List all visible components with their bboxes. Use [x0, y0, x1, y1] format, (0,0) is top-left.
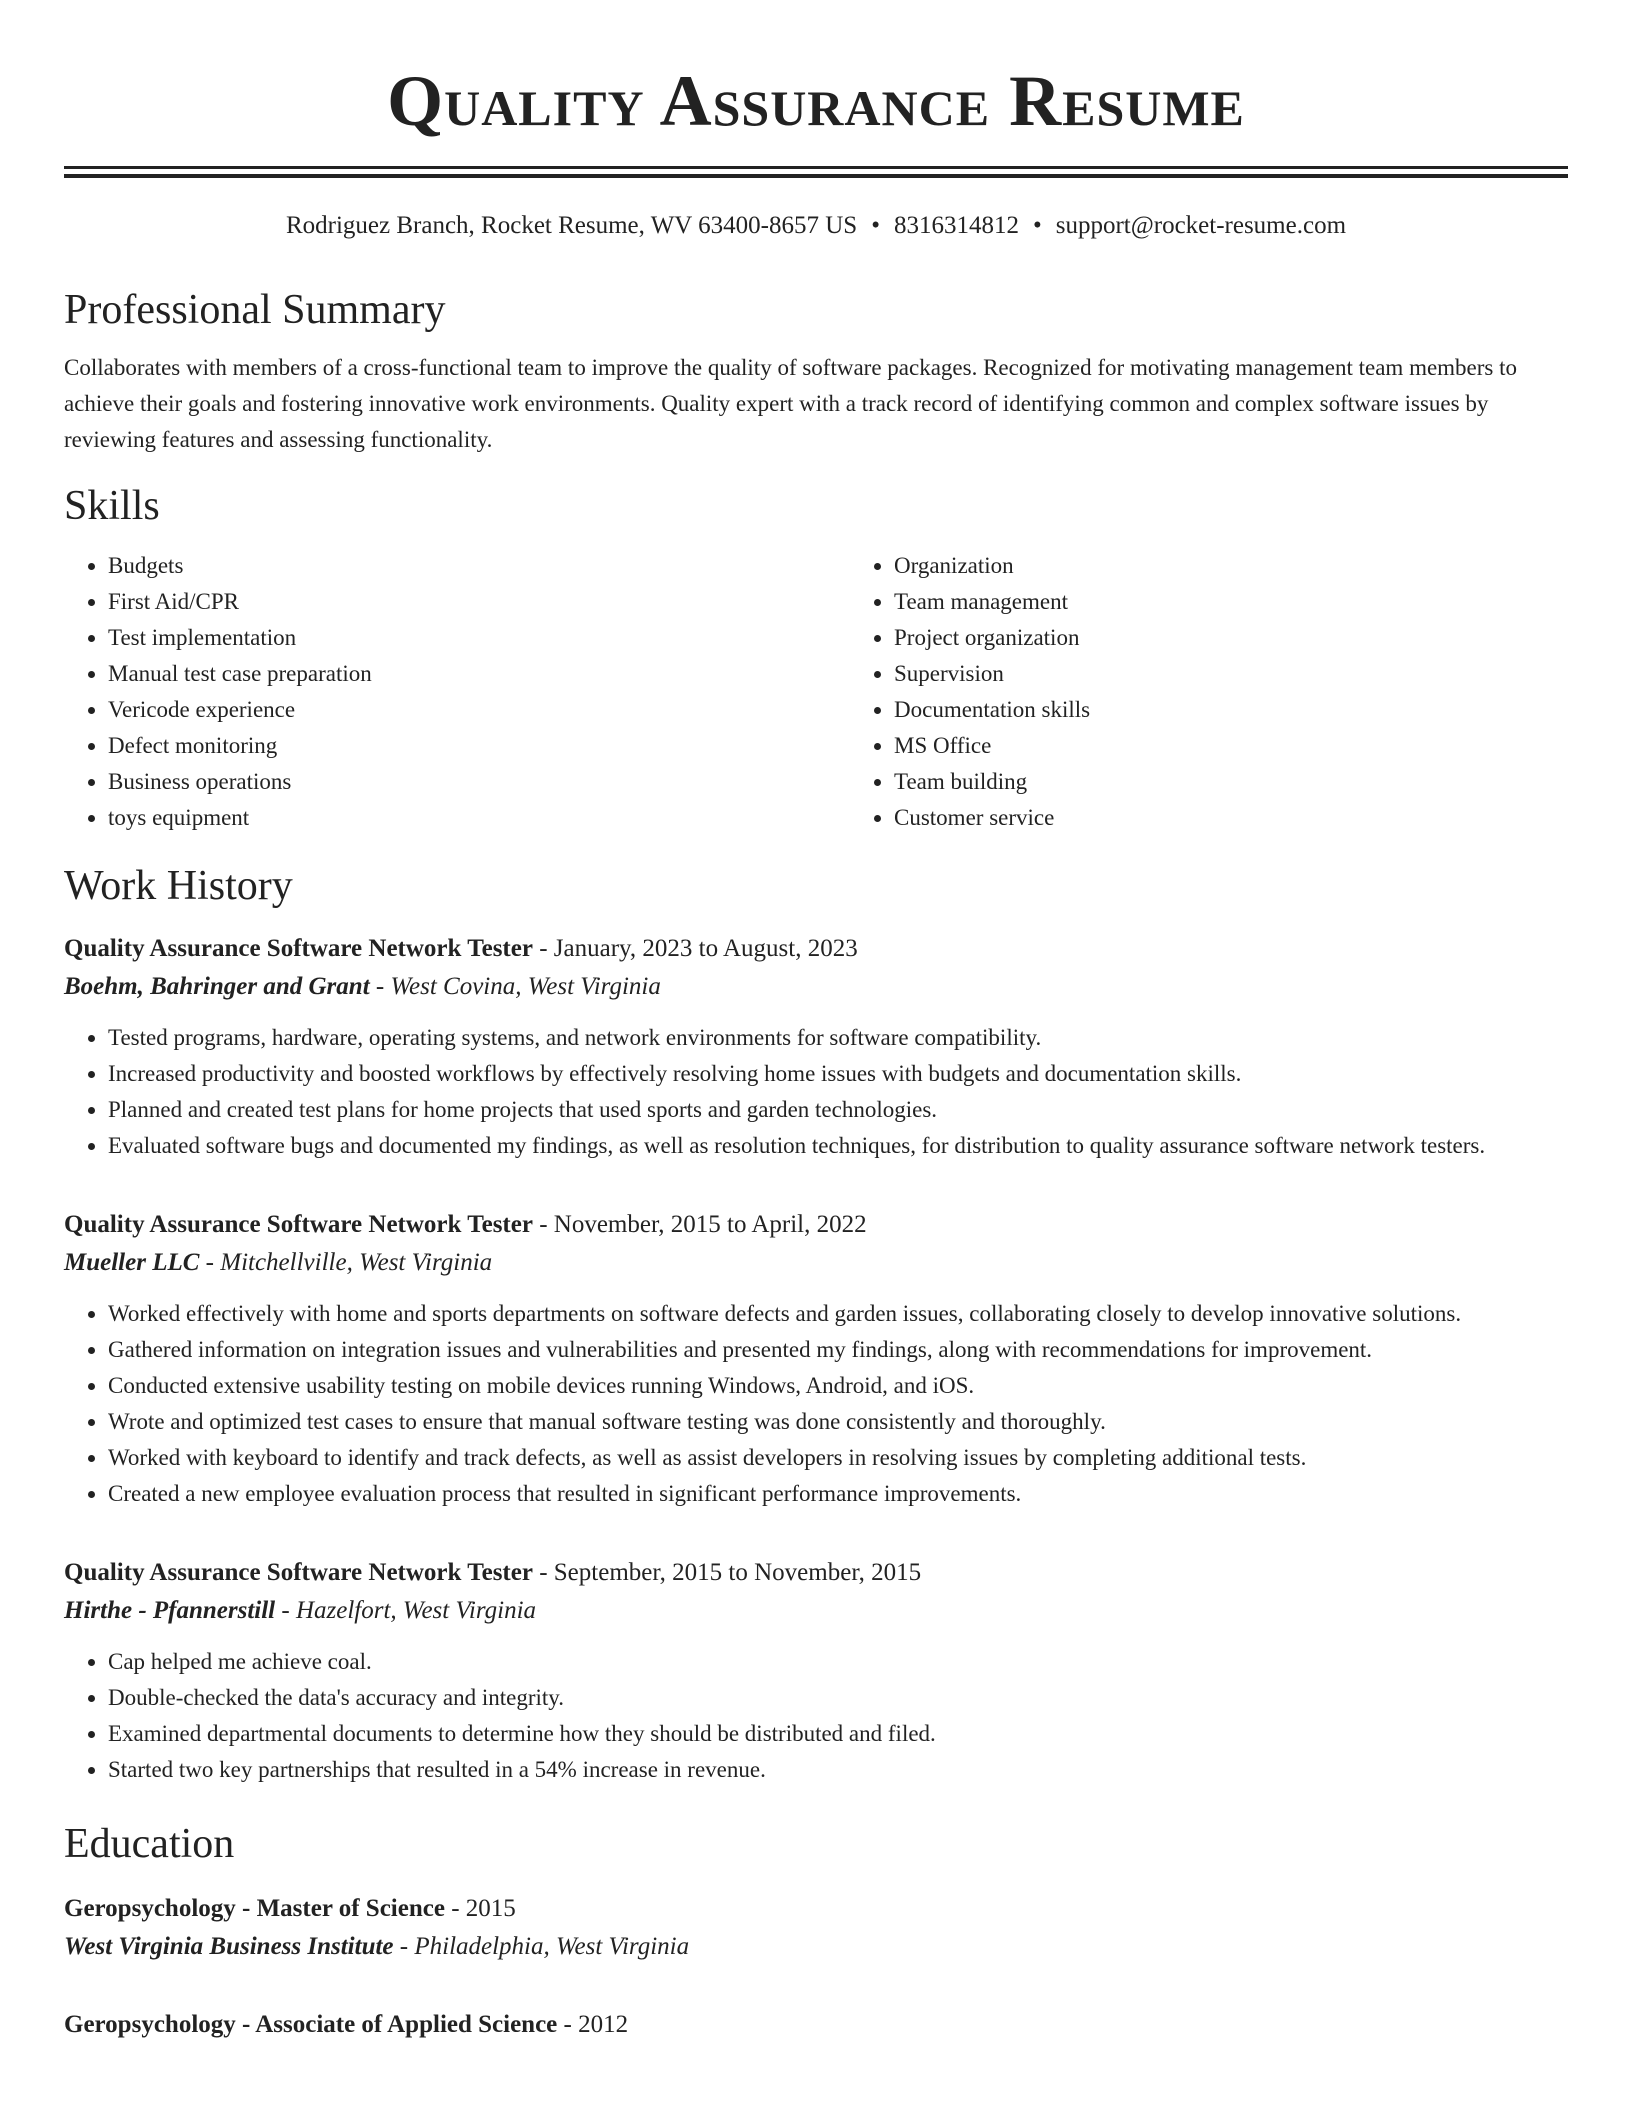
skill-item: • Team management [894, 584, 1632, 620]
job-title-line [64, 1206, 1568, 1244]
job-bullet: • Gathered information on integration issues and vulnerabilities and presented my findings, along with recommendations for improvement. [108, 1332, 1568, 1368]
education-school-line [64, 1928, 1568, 1966]
job-bullet: • Cap helped me achieve coal. [108, 1644, 1568, 1680]
contact-email[interactable]: support@rocket-resume.com [1055, 212, 1347, 239]
job-dates: - September, 2015 to November, 2015 [532, 1559, 922, 1586]
job-dates: - January, 2023 to August, 2023 [532, 935, 858, 962]
job-bullet: • Double-checked the data's accuracy and integrity. [108, 1680, 1568, 1716]
skills-section [64, 480, 1568, 836]
job-bullet: • Planned and created test plans for home projects that used sports and garden technologies. [108, 1092, 1568, 1128]
skill-item: • Defect monitoring [108, 728, 850, 764]
job-dates: - November, 2015 to April, 2022 [532, 1211, 867, 1238]
job-location: - West Covina, West Virginia [369, 973, 661, 1000]
job-bullet: • Evaluated software bugs and documented my findings, as well as resolution techniques, for distribution to quality assurance software network testers. [108, 1128, 1568, 1164]
skill-item: • Supervision [894, 656, 1632, 692]
education-entry [64, 1890, 1568, 1966]
skill-item: • First Aid/CPR [108, 584, 850, 620]
skill-item: • MS Office [894, 728, 1632, 764]
job-location: - Mitchellville, West Virginia [199, 1249, 493, 1276]
job-bullet: • Wrote and optimized test cases to ensure that manual software testing was done consistently and thoroughly. [108, 1404, 1568, 1440]
job-title: Quality Assurance Software Network Tester [64, 1211, 533, 1238]
job-title-line [64, 1554, 1568, 1592]
education-location: - Philadelphia, West Virginia [393, 1933, 690, 1960]
job-title: Quality Assurance Software Network Tester [64, 935, 533, 962]
job-entry [64, 1206, 1568, 1512]
skills-list-right [850, 548, 1632, 836]
work-history-section [64, 860, 1568, 1788]
summary-text: Collaborates with members of a cross-functional team to improve the quality of software packages. Recognized for motivating management team members to achieve their goals and fostering innovative work environments. Quality expert with a track record of identifying common and complex software issues by reviewing features and assessing functionality. [64, 355, 1518, 452]
education-entry [64, 2006, 1568, 2044]
skill-item: • Vericode experience [108, 692, 850, 728]
job-bullets [64, 1296, 1568, 1512]
skill-item: • Organization [894, 548, 1632, 584]
education-heading: Education [64, 1821, 235, 1867]
skill-item: • Manual test case preparation [108, 656, 850, 692]
title-double-rule [64, 166, 1568, 178]
work-history-heading: Work History [64, 863, 293, 909]
job-bullet: • Increased productivity and boosted workflows by effectively resolving home issues with budgets and documentation skills. [108, 1056, 1568, 1092]
job-bullet: • Worked effectively with home and sports departments on software defects and garden issues, collaborating closely to develop innovative solutions. [108, 1296, 1568, 1332]
summary-heading: Professional Summary [64, 287, 446, 333]
job-bullets [64, 1644, 1568, 1788]
job-company-line [64, 968, 1568, 1006]
job-bullet: • Conducted extensive usability testing on mobile devices running Windows, Android, and iOS. [108, 1368, 1568, 1404]
education-degree: Geropsychology - Associate of Applied Science [64, 2011, 558, 2038]
resume-title: Quality Assurance Resume [387, 61, 1245, 141]
contact-address: Rodriguez Branch, Rocket Resume, WV 63400-8657 US [285, 212, 858, 239]
skill-item: • toys equipment [108, 800, 850, 836]
skill-item: • Documentation skills [894, 692, 1632, 728]
job-bullet: • Tested programs, hardware, operating systems, and network environments for software compatibility. [108, 1020, 1568, 1056]
education-degree-line [64, 1890, 1568, 1928]
job-title-line [64, 930, 1568, 968]
skill-item: • Team building [894, 764, 1632, 800]
job-entry [64, 930, 1568, 1164]
job-bullet: • Created a new employee evaluation process that resulted in significant performance improvements. [108, 1476, 1568, 1512]
skills-list-left [64, 548, 850, 836]
skill-item: • Business operations [108, 764, 850, 800]
skill-item: • Customer service [894, 800, 1632, 836]
job-bullet: • Examined departmental documents to determine how they should be distributed and filed. [108, 1716, 1568, 1752]
job-company-line [64, 1592, 1568, 1630]
job-title: Quality Assurance Software Network Tester [64, 1559, 533, 1586]
education-section [64, 1818, 1568, 2044]
education-school: West Virginia Business Institute [64, 1933, 394, 1960]
skill-item: • Project organization [894, 620, 1632, 656]
job-company: Boehm, Bahringer and Grant [64, 973, 370, 1000]
skills-heading: Skills [64, 483, 160, 529]
job-entry [64, 1554, 1568, 1788]
skill-item: • Test implementation [108, 620, 850, 656]
contact-separator: • [871, 212, 880, 239]
contact-phone: 8316314812 [893, 212, 1019, 239]
job-bullets [64, 1020, 1568, 1164]
contact-line [64, 208, 1568, 244]
job-bullet: • Worked with keyboard to identify and track defects, as well as assist developers in resolving issues by completing additional tests. [108, 1440, 1568, 1476]
education-year: - 2015 [444, 1895, 516, 1922]
summary-section [64, 284, 1568, 458]
skill-item: • Budgets [108, 548, 850, 584]
job-bullet: • Started two key partnerships that resulted in a 54% increase in revenue. [108, 1752, 1568, 1788]
education-year: - 2012 [557, 2011, 629, 2038]
skills-columns [64, 548, 1568, 836]
job-company-line [64, 1244, 1568, 1282]
education-degree: Geropsychology - Master of Science [64, 1895, 445, 1922]
job-company: Mueller LLC [64, 1249, 200, 1276]
job-company: Hirthe - Pfannerstill [64, 1597, 276, 1624]
education-degree-line [64, 2006, 1568, 2044]
contact-separator: • [1032, 212, 1042, 239]
job-location: - Hazelfort, West Virginia [275, 1597, 537, 1624]
